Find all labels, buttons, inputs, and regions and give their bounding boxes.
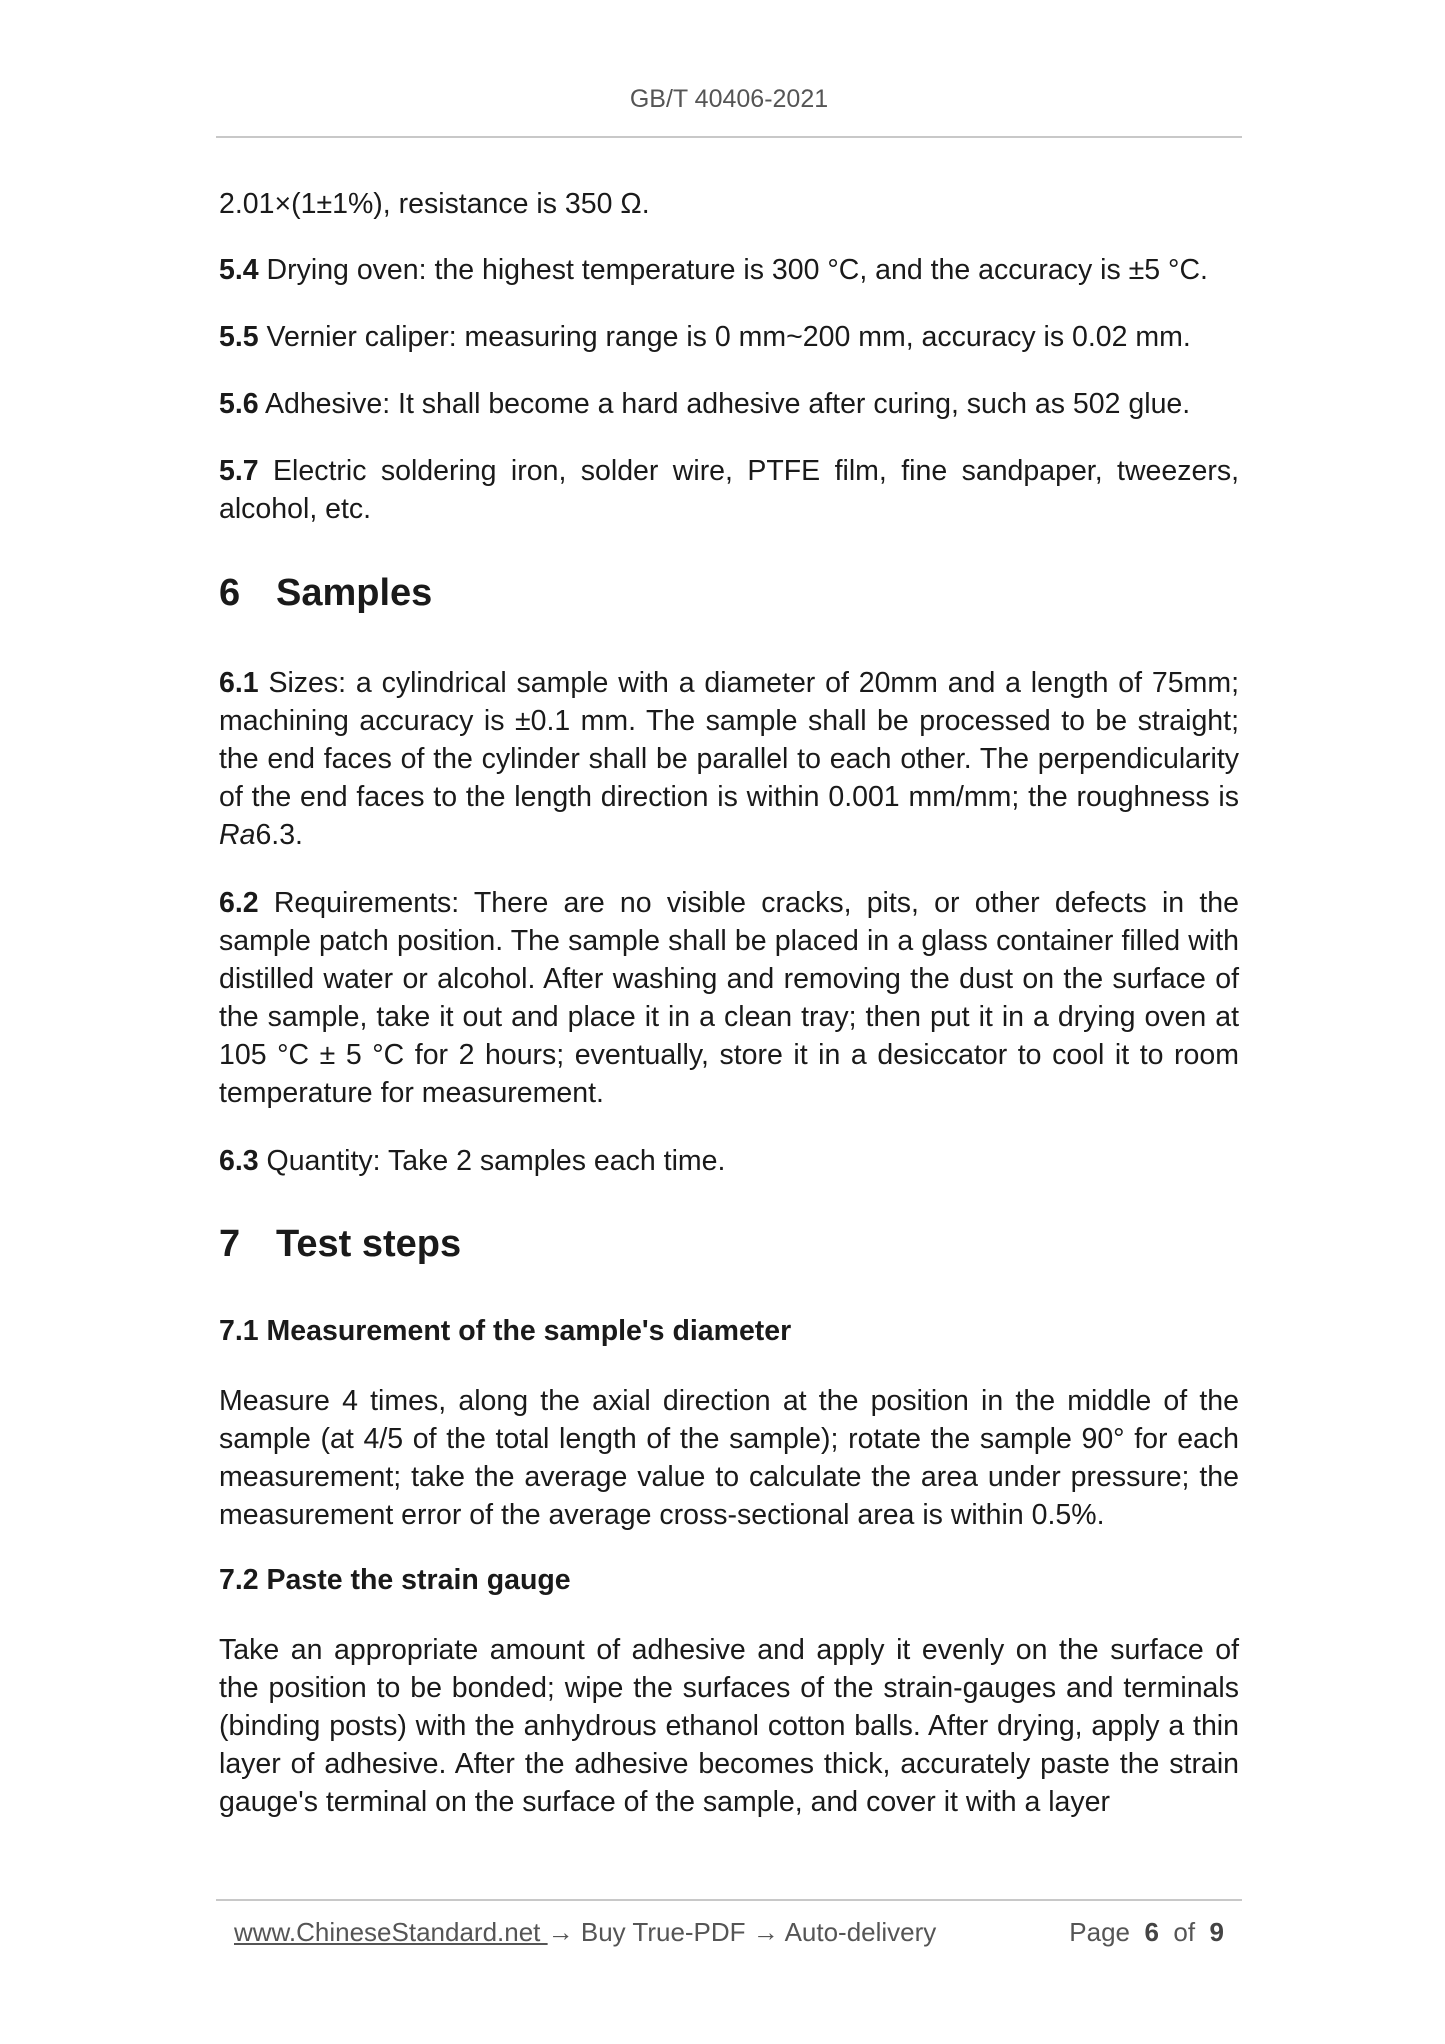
clause-6-2 (219, 884, 1239, 1112)
page-indicator (1069, 1917, 1224, 1948)
website-link[interactable]: www.ChineseStandard.net (234, 1917, 548, 1947)
page-number: 6 (1144, 1917, 1159, 1947)
section-title: Samples (276, 572, 433, 614)
clause-6-1 (219, 664, 1239, 854)
clause-6-3 (219, 1142, 1239, 1180)
section-number: 7 (219, 1223, 241, 1265)
clause-5-7 (219, 452, 1239, 528)
clause-5-6 (219, 385, 1239, 423)
clause-5-4 (219, 251, 1239, 289)
paragraph-7-1: Measure 4 times, along the axial direction at the position in the middle of the sample (at 4/5 of the total length of the sample); rotate the sample 90° for each measurement; take the average value to calculate the area under pressure; the measurement error of the average cross-sectional area is within 0.5%. (219, 1385, 1239, 1531)
clause-text: Sizes: a cylindrical sample with a diameter of 20mm and a length of 75mm; machining accuracy is ±0.1 mm. The sample shall be processed to be straight; the end faces of the cylinder shall be parallel to each other. The perpendicularity of the end faces to the length direction is within 0.001 mm/mm; the roughness is (219, 667, 1239, 813)
page-header: GB/T 40406-2021 (629, 85, 829, 113)
delivery-text: → Buy True-PDF → Auto-delivery (547, 1917, 937, 1947)
clause-number: 6.2 (219, 887, 259, 919)
footer-divider (216, 1899, 1242, 1901)
clause-number: 6.3 (219, 1145, 259, 1177)
clause-text: Electric soldering iron, solder wire, PTFE film, fine sandpaper, tweezers, alcohol, etc. (219, 455, 1239, 525)
clause-5-5 (219, 318, 1239, 356)
clause-text: Adhesive: It shall become a hard adhesive after curing, such as 502 glue. (258, 388, 1191, 420)
clause-number: 5.4 (219, 254, 259, 286)
clause-number: 5.6 (219, 388, 259, 420)
clause-number: 5.5 (219, 321, 259, 353)
clause-number: 5.7 (219, 455, 259, 487)
page-label: Page (1069, 1917, 1131, 1947)
clause-text-end: 6.3. (255, 819, 303, 851)
roughness-symbol: Ra (219, 819, 256, 851)
section-number: 6 (219, 572, 241, 614)
footer-links (234, 1917, 936, 1948)
section-heading-6 (219, 572, 432, 615)
section-heading-7 (219, 1223, 461, 1266)
section-title: Test steps (276, 1223, 462, 1265)
paragraph-7-2: Take an appropriate amount of adhesive and apply it evenly on the surface of the position to be bonded; wipe the surfaces of the strain-gauges and terminals (binding posts) with the anhydrous ethanol cotton balls. After drying, apply a thin layer of adhesive. After the adhesive becomes thick, accurately paste the strain gauge's terminal on the surface of the sample, and cover it with a layer (219, 1634, 1239, 1818)
page-footer (234, 1917, 1224, 1953)
header-divider (216, 136, 1242, 138)
paragraph-continuation: 2.01×(1±1%), resistance is 350 Ω. (219, 188, 650, 220)
subsection-heading-7-1: 7.1 Measurement of the sample's diameter (219, 1315, 792, 1347)
page-total: 9 (1209, 1917, 1224, 1947)
clause-text: Quantity: Take 2 samples each time. (258, 1145, 726, 1177)
clause-text: Drying oven: the highest temperature is 300 °C, and the accuracy is ±5 °C. (258, 254, 1208, 286)
subsection-heading-7-2: 7.2 Paste the strain gauge (219, 1564, 571, 1596)
of-label: of (1173, 1917, 1196, 1947)
clause-text: Vernier caliper: measuring range is 0 mm~200 mm, accuracy is 0.02 mm. (258, 321, 1191, 353)
clause-number: 6.1 (219, 667, 259, 699)
clause-text: Requirements: There are no visible cracks, pits, or other defects in the sample patch position. The sample shall be placed in a glass container filled with distilled water or alcohol. After washing and removing the dust on the surface of the sample, take it out and place it in a clean tray; then put it in a drying oven at 105 °C ± 5 °C for 2 hours; eventually, store it in a desiccator to cool it to room temperature for measurement. (219, 887, 1239, 1109)
